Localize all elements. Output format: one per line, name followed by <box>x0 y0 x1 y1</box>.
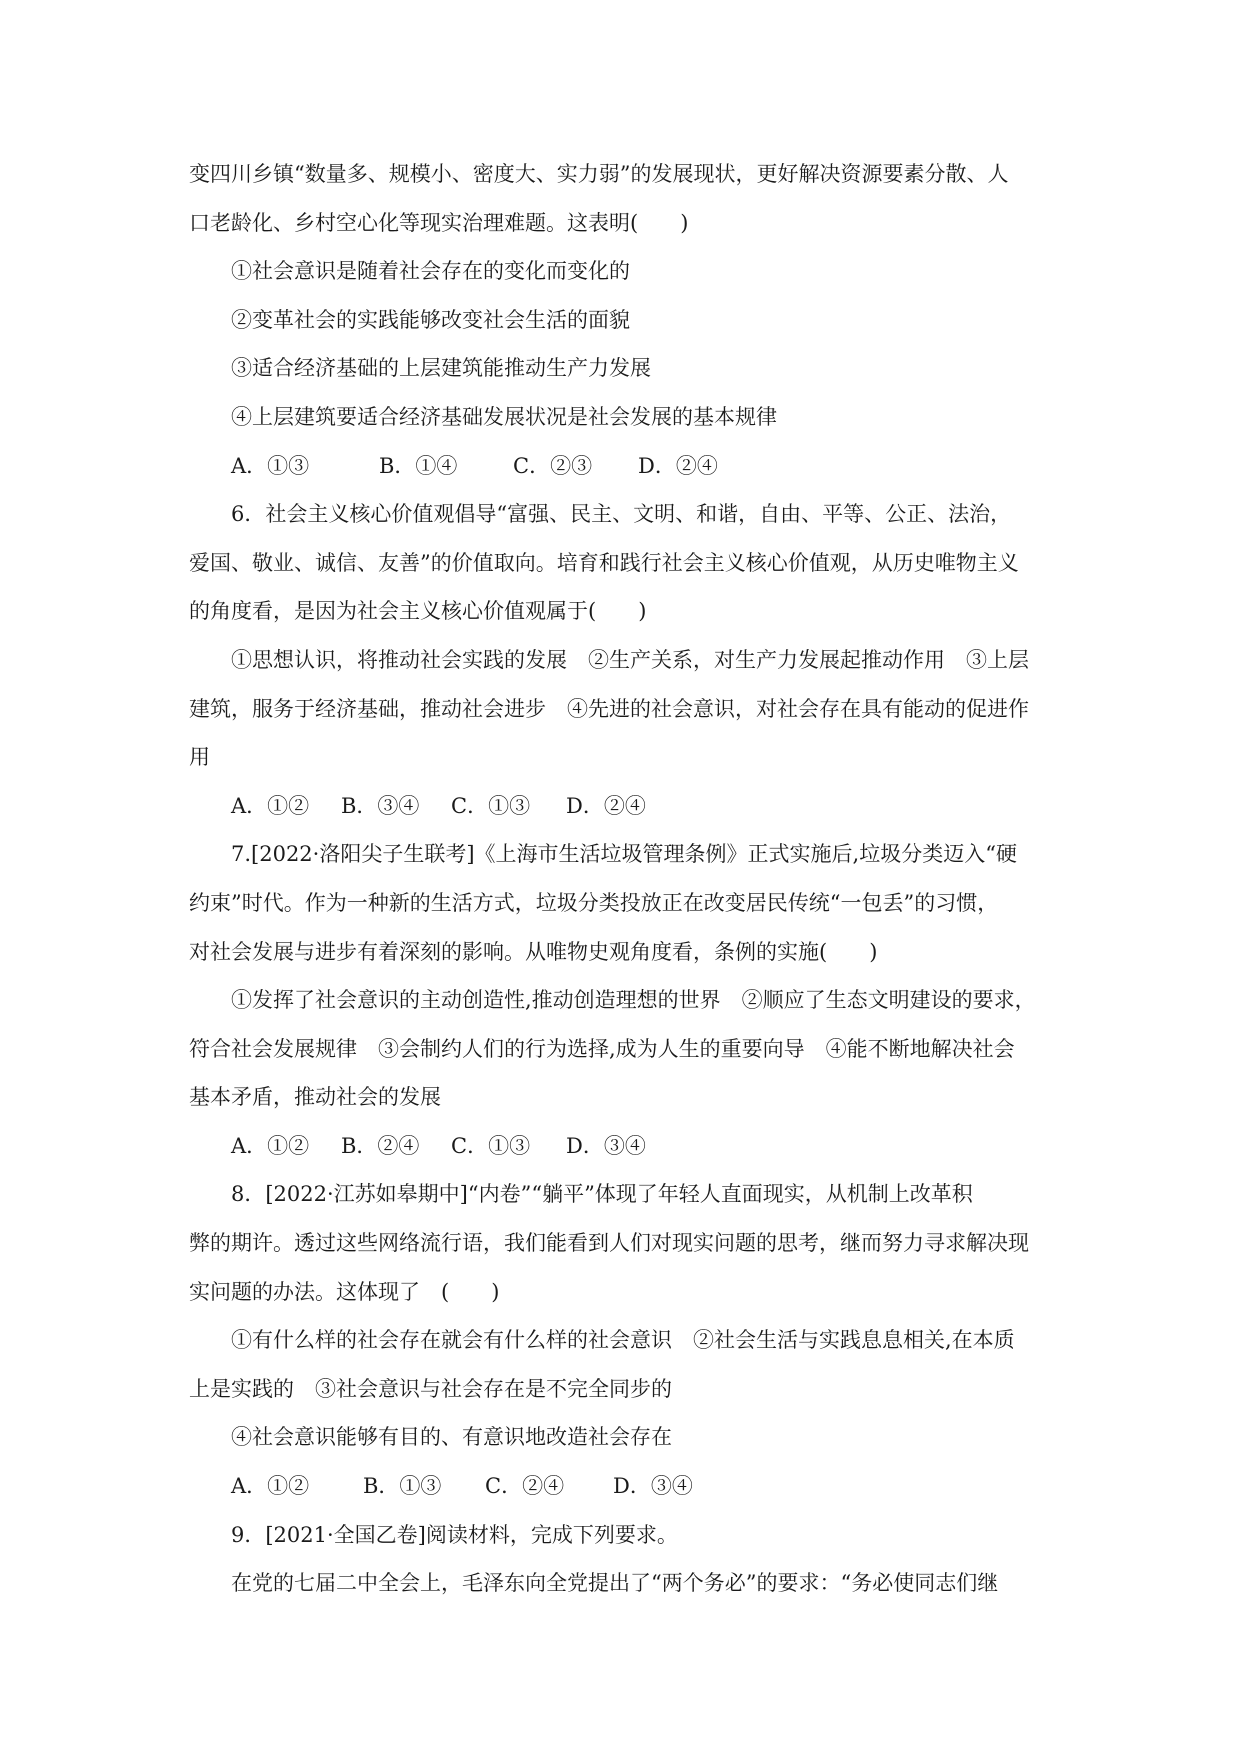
option-c: C．①③ <box>451 793 531 818</box>
question-5 <box>189 150 1064 490</box>
option-a: A．①② <box>231 793 310 818</box>
question-6 <box>189 490 1064 830</box>
option-b: B．②④ <box>341 1133 420 1158</box>
option-a: A．①③ <box>231 453 310 478</box>
question-8-stem-line: 弊的期许。透过这些网络流行语，我们能看到人们对现实问题的思考，继而努力寻求解决现 <box>189 1231 1029 1256</box>
question-8-stem-line: 实问题的办法。这体现了 ( ) <box>189 1279 500 1304</box>
question-7-statement-line: 符合社会发展规律 ③会制约人们的行为选择,成为人生的重要向导 ④能不断地解决社会 <box>189 1036 1015 1061</box>
question-6-stem-line: 的角度看，是因为社会主义核心价值观属于( ) <box>189 599 647 624</box>
question-8-statement-line: ①有什么样的社会存在就会有什么样的社会意识 ②社会生活与实践息息相关,在本质 <box>231 1328 1015 1353</box>
option-d: D．③④ <box>566 1133 646 1158</box>
question-7-stem-line: 7.[2022·洛阳尖子生联考]《上海市生活垃圾管理条例》正式实施后,垃圾分类迈入“硬 <box>231 842 1017 867</box>
question-9-stem-line: 9．[2021·全国乙卷]阅读材料，完成下列要求。 <box>231 1522 678 1547</box>
question-7-options <box>189 1122 1064 1171</box>
question-5-statement: ②变革社会的实践能够改变社会生活的面貌 <box>231 307 630 332</box>
question-5-statement: ①社会意识是随着社会存在的变化而变化的 <box>231 259 630 284</box>
option-c: C．①③ <box>451 1133 531 1158</box>
question-6-statement-line: ①思想认识，将推动社会实践的发展 ②生产关系，对生产力发展起推动作用 ③上层 <box>231 647 1029 672</box>
option-d: D．③④ <box>613 1474 693 1499</box>
question-7-statement-line: ①发挥了社会意识的主动创造性,推动创造理想的世界 ②顺应了生态文明建设的要求， <box>231 988 1036 1013</box>
question-8-options <box>189 1462 1064 1511</box>
question-5-statement: ④上层建筑要适合经济基础发展状况是社会发展的基本规律 <box>231 404 777 429</box>
question-8 <box>189 1170 1064 1510</box>
option-b: B．①③ <box>363 1474 442 1499</box>
document-page <box>189 150 1064 1608</box>
question-7 <box>189 830 1064 1170</box>
option-b: B．①④ <box>379 453 458 478</box>
question-8-statement-line: 上是实践的 ③社会意识与社会存在是不完全同步的 <box>189 1376 672 1401</box>
question-6-statement-line: 建筑，服务于经济基础，推动社会进步 ④先进的社会意识，对社会存在具有能动的促进作 <box>189 696 1029 721</box>
question-8-statement-line: ④社会意识能够有目的、有意识地改造社会存在 <box>231 1425 672 1450</box>
option-c: C．②③ <box>513 453 593 478</box>
question-7-statement-line: 基本矛盾，推动社会的发展 <box>189 1085 441 1110</box>
question-7-stem-line: 约束”时代。作为一种新的生活方式，垃圾分类投放正在改变居民传统“一包丢”的习惯， <box>189 890 999 915</box>
option-a: A．①② <box>231 1474 310 1499</box>
option-a: A．①② <box>231 1133 310 1158</box>
option-b: B．③④ <box>341 793 420 818</box>
question-5-stem-line: 变四川乡镇“数量多、规模小、密度大、实力弱”的发展现状，更好解决资源要素分散、人 <box>189 162 1009 186</box>
question-9-material-line: 在党的七届二中全会上，毛泽东向全党提出了“两个务必”的要求：“务必使同志们继 <box>231 1571 999 1596</box>
option-c: C．②④ <box>485 1474 565 1499</box>
question-6-options <box>189 782 1064 831</box>
question-9 <box>189 1511 1064 1608</box>
question-5-options <box>189 442 1064 491</box>
question-5-stem-line: 口老龄化、乡村空心化等现实治理难题。这表明( ) <box>189 210 689 235</box>
question-8-stem-line: 8．[2022·江苏如皋期中]“内卷”“躺平”体现了年轻人直面现实，从机制上改革积 <box>231 1182 973 1207</box>
question-7-stem-line: 对社会发展与进步有着深刻的影响。从唯物史观角度看，条例的实施( ) <box>189 939 878 964</box>
option-d: D．②④ <box>566 793 646 818</box>
option-d: D．②④ <box>638 453 718 478</box>
question-5-statement: ③适合经济基础的上层建筑能推动生产力发展 <box>231 356 651 381</box>
question-6-stem-line: 爱国、敬业、诚信、友善”的价值取向。培育和践行社会主义核心价值观，从历史唯物主义 <box>189 550 1019 575</box>
question-6-statement-line: 用 <box>189 745 210 770</box>
question-6-stem-line: 6．社会主义核心价值观倡导“富强、民主、文明、和谐，自由、平等、公正、法治， <box>231 502 1012 527</box>
